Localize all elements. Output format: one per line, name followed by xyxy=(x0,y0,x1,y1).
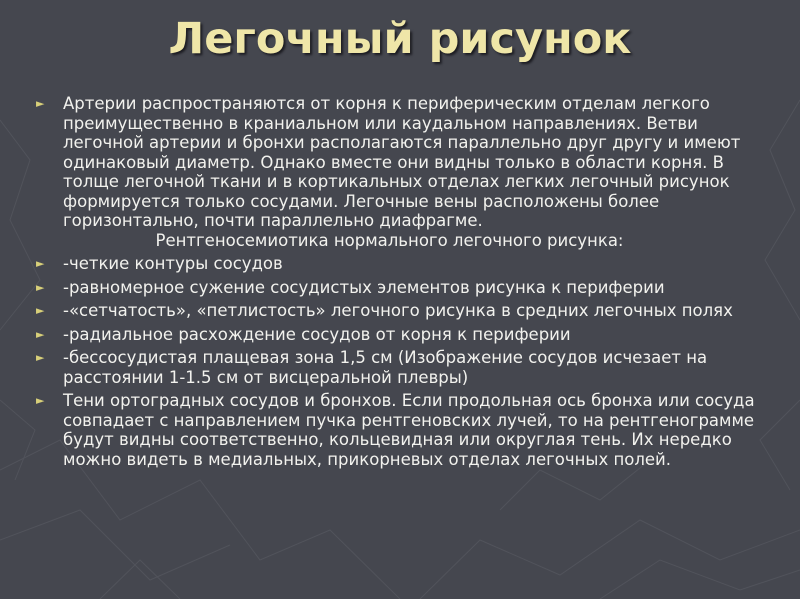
slide-title: Легочный рисунок xyxy=(168,14,632,64)
list-item xyxy=(36,301,776,321)
slide-content xyxy=(36,94,776,469)
list-item xyxy=(36,391,776,469)
bullet-arrow-icon: ► xyxy=(36,257,45,270)
list-item-text: Тени ортоградных сосудов и бронхов. Если продольная ось бронха или сосуда совпадает с направлением пучка рентгеновских лучей, то на рентгенограмме будут видны соответственно, кольцевидная или округлая тень. Их нередко можно видеть в медиальных, прикорневых отделах легочных полей. xyxy=(63,391,755,469)
subheading: Рентгеносемиотика нормального легочного рисунка: xyxy=(155,230,624,250)
list-item xyxy=(36,278,776,298)
intro-text: Артерии распространяются от корня к периферическим отделам легкого преимущественно в краниальном или каудальном направлениях. Ветви легочной артерии и бронхи располагаются параллельно друг другу и имеют одинаковый диаметр. Однако вместе они видны только в области корня. В толще легочной ткани и в кортикальных отделах легких легочный рисунок формируется только сосудами. Легочные вены расположены более горизонтально, почти параллельно диафрагме. xyxy=(63,94,741,230)
list-item xyxy=(36,254,776,274)
bullet-arrow-icon: ► xyxy=(36,394,45,407)
list-item-text: -равномерное сужение сосудистых элементов рисунка к периферии xyxy=(63,277,665,297)
list-item-text: -четкие контуры сосудов xyxy=(63,254,283,273)
list-item-text: -радиальное расхождение сосудов от корня к периферии xyxy=(63,324,571,344)
intro-paragraph xyxy=(36,94,776,231)
list-item xyxy=(36,348,776,387)
list-item xyxy=(36,325,776,345)
bullet-arrow-icon: ► xyxy=(36,280,45,294)
list-item-text: -«сетчатость», «петлистость» легочного рисунка в средних легочных полях xyxy=(63,301,733,320)
bullet-arrow-icon: ► xyxy=(36,351,45,364)
bullet-arrow-icon: ► xyxy=(36,97,45,110)
bullet-arrow-icon: ► xyxy=(36,327,45,341)
list-item-text: -бессосудистая плащевая зона 1,5 см (Изображение сосудов исчезает на расстоянии 1-1.5 см от висцеральной плевры) xyxy=(63,348,708,387)
bullet-arrow-icon: ► xyxy=(36,304,45,317)
